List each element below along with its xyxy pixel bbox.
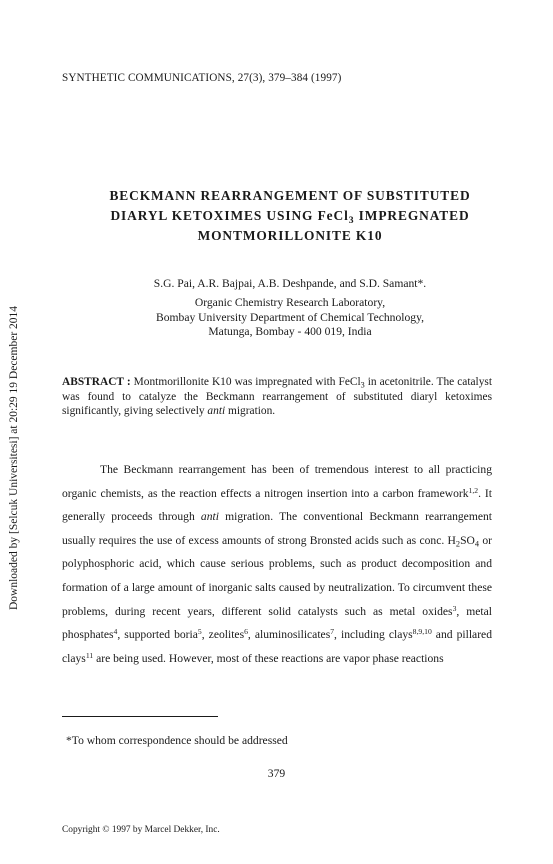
reference-marker-1: 1,2	[468, 485, 479, 495]
affiliation-line-1: Organic Chemistry Research Laboratory,	[194, 296, 386, 309]
article-title	[40, 186, 540, 246]
body-segment-9: , aluminosilicates	[247, 628, 331, 642]
abstract-label: ABSTRACT :	[62, 376, 131, 388]
body-segment-8: , zeolites	[201, 628, 245, 642]
copyright: Copyright © 1997 by Marcel Dekker, Inc.	[62, 825, 220, 835]
body-segment-10: , including clays	[334, 628, 413, 642]
body-segment-11: and pillared clays	[62, 628, 493, 665]
title-line-2	[40, 206, 540, 226]
affiliation	[40, 296, 540, 340]
body-segment-1: The Beckmann rearrangement has been of tremendous interest to all practicing organic chemists, as the reaction effects a nitrogen insertion into a carbon framework	[62, 463, 492, 500]
footnote: *To whom correspondence should be addressed	[66, 734, 288, 747]
title-line-2-a: DIARYL KETOXIMES USING FeCl	[110, 208, 349, 223]
page-number: 379	[267, 767, 286, 780]
affiliation-line-3: Matunga, Bombay - 400 019, India	[208, 325, 372, 338]
body-segment-2: . It generally proceeds through	[62, 486, 492, 524]
body-italic-anti: anti	[200, 510, 219, 524]
body-segment-7: , supported boria	[117, 628, 198, 642]
reference-marker-6: 7	[330, 627, 335, 637]
authors: S.G. Pai, A.R. Bajpai, A.B. Deshpande, and S.D. Samant*.	[153, 277, 427, 290]
body-text	[62, 458, 492, 670]
body-segment-6: , metal phosphates	[62, 604, 492, 642]
abstract-text-2: in acetonitrile. The catalyst was found to catalyze the Beckmann rearrangement of substituted diaryl ketoximes significantly, giving selectively	[62, 376, 493, 418]
reference-marker-2: 3	[452, 603, 457, 613]
abstract	[62, 375, 492, 419]
body-paragraph	[62, 458, 492, 670]
body-subscript-1: 2	[455, 539, 461, 549]
abstract-text-3: migration.	[225, 405, 276, 418]
body-segment-3: migration. The conventional Beckmann rearrangement usually requires the use of excess amounts of strong Bronsted acids such as conc. H	[62, 510, 493, 547]
title-line-3: MONTMORILLONITE K10	[197, 228, 383, 243]
reference-marker-8: 11	[85, 650, 94, 660]
affiliation-line-2: Bombay University Department of Chemical Technology,	[155, 310, 425, 324]
reference-marker-5: 6	[244, 627, 248, 637]
body-subscript-2: 4	[474, 539, 480, 549]
body-segment-4: SO	[460, 533, 475, 547]
abstract-text-1: Montmorillonite K10 was impregnated with FeCl	[130, 376, 361, 388]
download-watermark: Downloaded by [Selcuk Universitesi] at 20:29 19 December 2014	[8, 305, 20, 610]
reference-marker-7: 8,9,10	[412, 627, 432, 637]
body-segment-12: are being used. However, most of these reactions are vapor phase reactions	[93, 651, 444, 665]
journal-header: SYNTHETIC COMMUNICATIONS, 27(3), 379–384 (1997)	[62, 72, 342, 84]
footnote-rule	[62, 716, 218, 717]
title-subscript: 3	[348, 215, 355, 227]
body-segment-5: or polyphosphoric acid, which cause serious problems, such as product decomposition and formation of a large amount of inorganic salts caused by neutralization. To circumvent these problems, during recent years, different solid catalysts such as metal oxides	[62, 533, 492, 618]
title-line-2-b: IMPREGNATED	[354, 208, 470, 223]
reference-marker-4: 5	[197, 627, 202, 637]
abstract-subscript: 3	[360, 380, 365, 390]
reference-marker-3: 4	[113, 627, 118, 637]
abstract-italic: anti	[207, 405, 226, 418]
title-line-1: BECKMANN REARRANGEMENT OF SUBSTITUTED	[109, 188, 471, 203]
